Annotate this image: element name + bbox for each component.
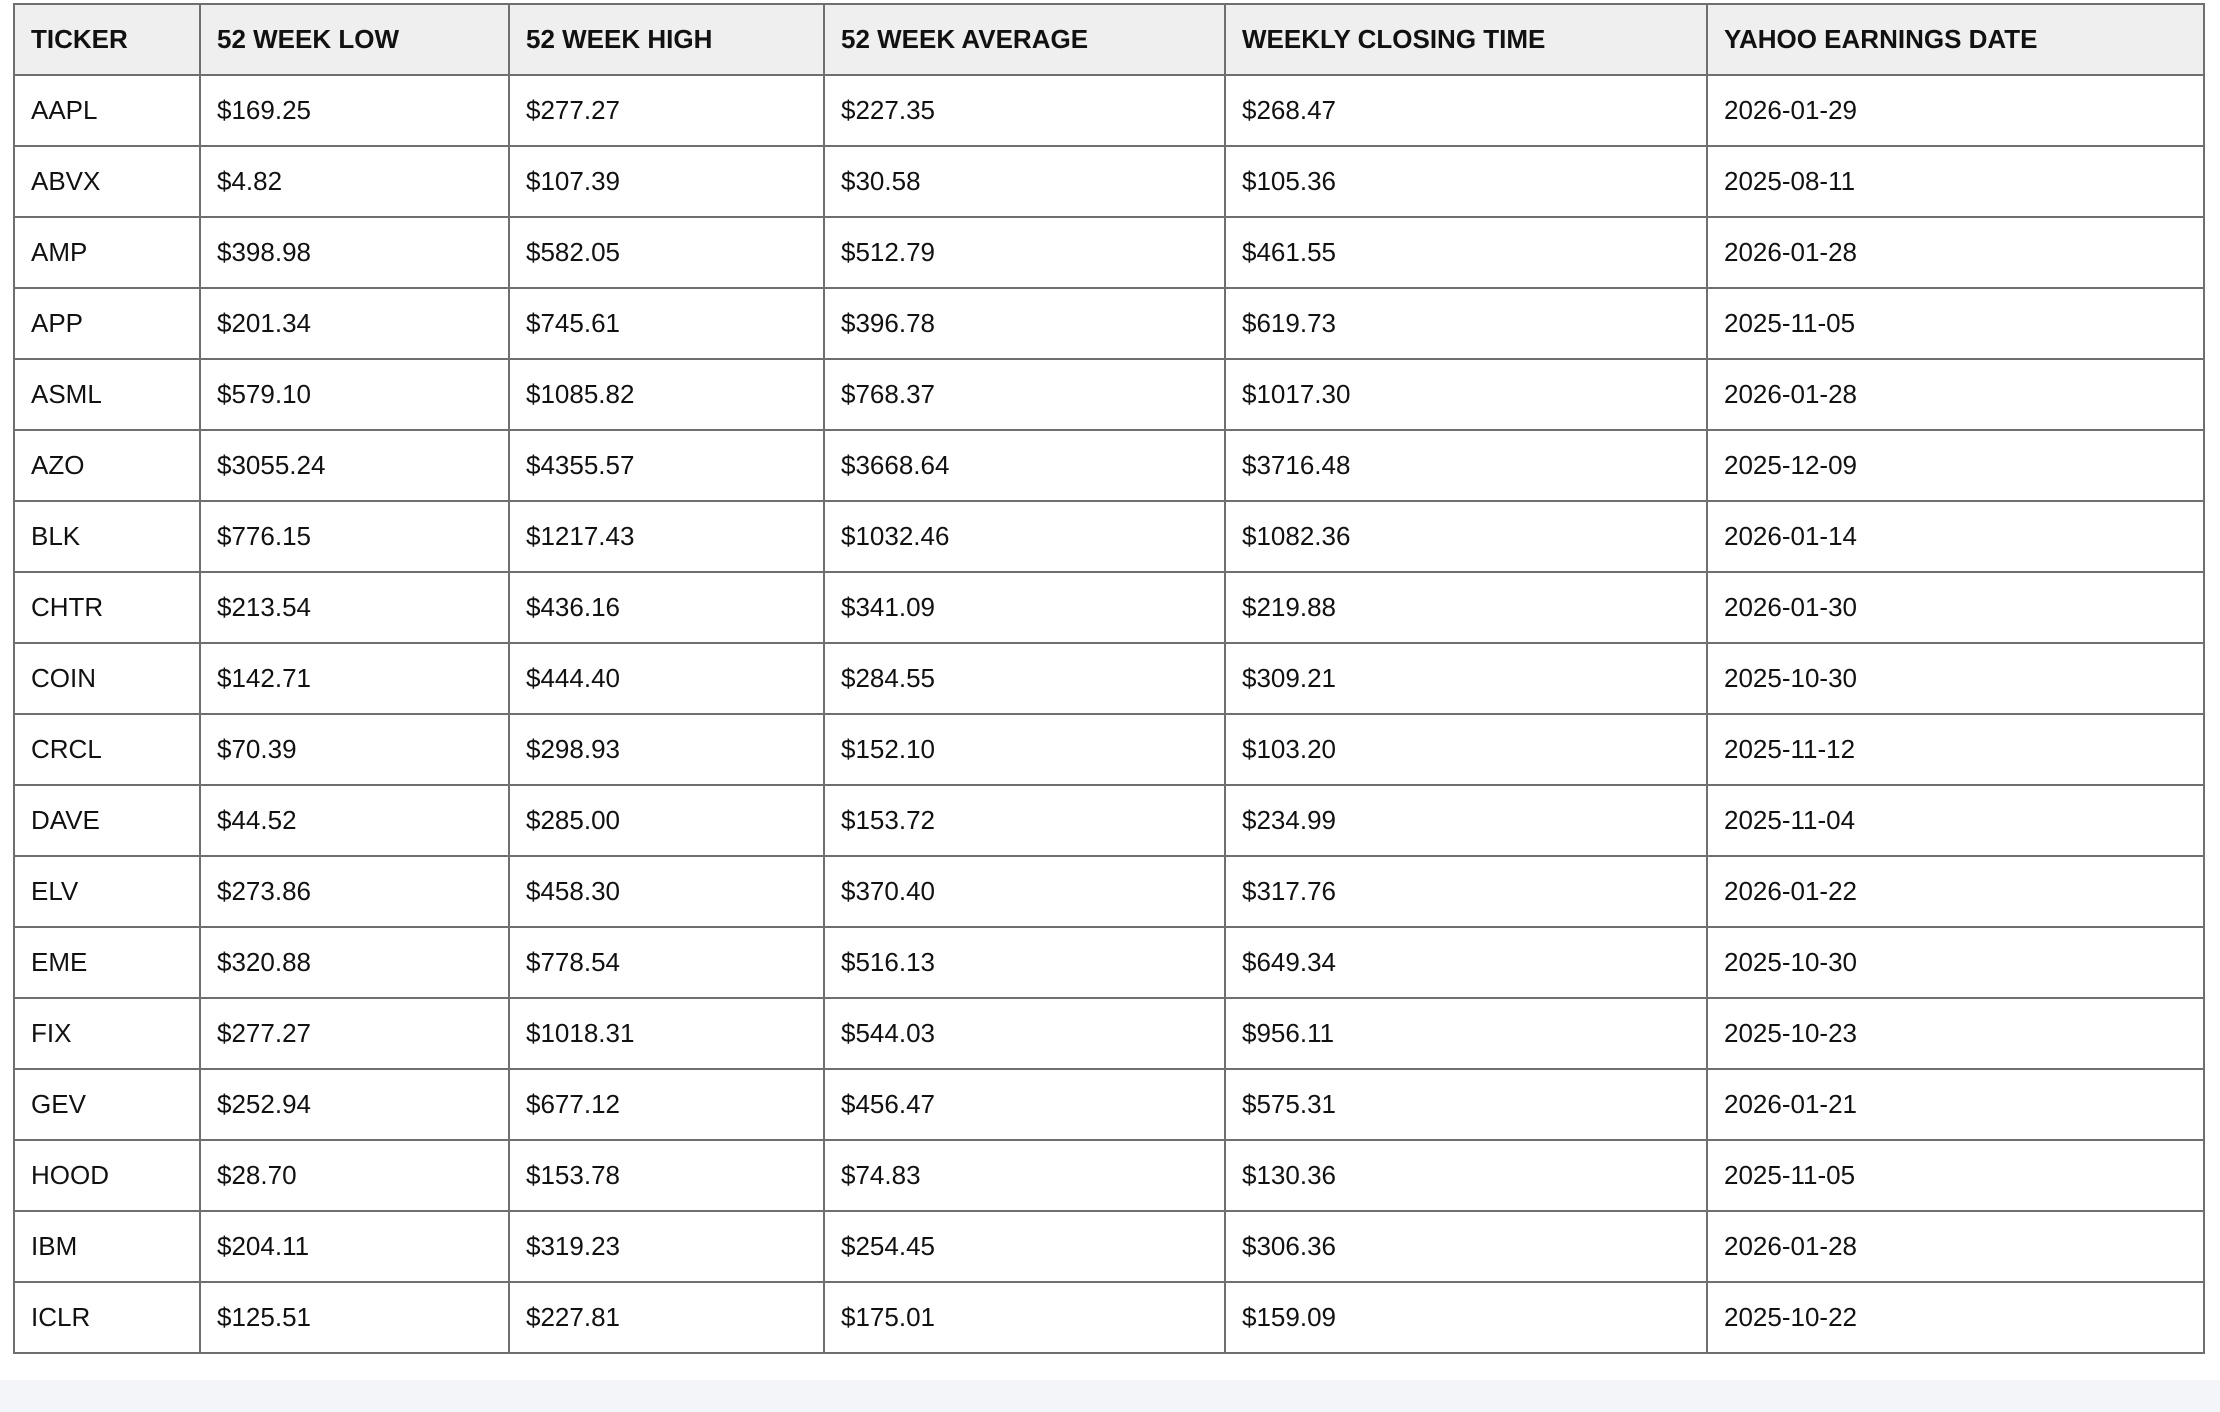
table-row	[14, 927, 2204, 998]
table-row	[14, 1069, 2204, 1140]
cell-52-week-average: $74.83	[824, 1140, 1225, 1211]
cell-52-week-low: $579.10	[200, 359, 509, 430]
cell-weekly-closing-time: $105.36	[1225, 146, 1707, 217]
cell-weekly-closing-time: $306.36	[1225, 1211, 1707, 1282]
cell-yahoo-earnings-date: 2025-11-04	[1707, 785, 2204, 856]
cell-52-week-high: $298.93	[509, 714, 824, 785]
cell-weekly-closing-time: $268.47	[1225, 75, 1707, 146]
cell-52-week-high: $582.05	[509, 217, 824, 288]
cell-52-week-average: $175.01	[824, 1282, 1225, 1353]
cell-weekly-closing-time: $159.09	[1225, 1282, 1707, 1353]
cell-ticker: ELV	[14, 856, 200, 927]
table-row	[14, 998, 2204, 1069]
cell-52-week-low: $398.98	[200, 217, 509, 288]
table-row	[14, 643, 2204, 714]
cell-52-week-average: $396.78	[824, 288, 1225, 359]
cell-52-week-average: $370.40	[824, 856, 1225, 927]
table-row	[14, 501, 2204, 572]
cell-yahoo-earnings-date: 2025-11-05	[1707, 288, 2204, 359]
cell-52-week-high: $153.78	[509, 1140, 824, 1211]
cell-52-week-low: $70.39	[200, 714, 509, 785]
cell-weekly-closing-time: $619.73	[1225, 288, 1707, 359]
cell-ticker: ASML	[14, 359, 200, 430]
cell-yahoo-earnings-date: 2026-01-28	[1707, 359, 2204, 430]
table-row	[14, 1211, 2204, 1282]
cell-yahoo-earnings-date: 2026-01-14	[1707, 501, 2204, 572]
cell-52-week-low: $204.11	[200, 1211, 509, 1282]
cell-52-week-low: $776.15	[200, 501, 509, 572]
cell-ticker: COIN	[14, 643, 200, 714]
column-header-52-week-low[interactable]: 52 WEEK LOW	[200, 4, 509, 75]
cell-52-week-high: $1217.43	[509, 501, 824, 572]
cell-52-week-average: $153.72	[824, 785, 1225, 856]
cell-52-week-low: $201.34	[200, 288, 509, 359]
cell-52-week-low: $4.82	[200, 146, 509, 217]
table-row	[14, 146, 2204, 217]
cell-weekly-closing-time: $219.88	[1225, 572, 1707, 643]
cell-52-week-low: $320.88	[200, 927, 509, 998]
table-row	[14, 1140, 2204, 1211]
cell-52-week-average: $3668.64	[824, 430, 1225, 501]
cell-ticker: CHTR	[14, 572, 200, 643]
cell-52-week-high: $436.16	[509, 572, 824, 643]
cell-weekly-closing-time: $103.20	[1225, 714, 1707, 785]
cell-yahoo-earnings-date: 2026-01-30	[1707, 572, 2204, 643]
cell-ticker: CRCL	[14, 714, 200, 785]
cell-52-week-average: $1032.46	[824, 501, 1225, 572]
cell-ticker: ICLR	[14, 1282, 200, 1353]
cell-52-week-average: $516.13	[824, 927, 1225, 998]
cell-52-week-low: $142.71	[200, 643, 509, 714]
table-row	[14, 714, 2204, 785]
cell-52-week-low: $3055.24	[200, 430, 509, 501]
cell-weekly-closing-time: $1082.36	[1225, 501, 1707, 572]
cell-weekly-closing-time: $309.21	[1225, 643, 1707, 714]
table-row	[14, 217, 2204, 288]
cell-52-week-average: $456.47	[824, 1069, 1225, 1140]
cell-ticker: EME	[14, 927, 200, 998]
cell-yahoo-earnings-date: 2026-01-28	[1707, 1211, 2204, 1282]
cell-52-week-average: $544.03	[824, 998, 1225, 1069]
cell-52-week-high: $107.39	[509, 146, 824, 217]
cell-yahoo-earnings-date: 2026-01-28	[1707, 217, 2204, 288]
cell-52-week-low: $252.94	[200, 1069, 509, 1140]
cell-52-week-average: $512.79	[824, 217, 1225, 288]
cell-52-week-high: $677.12	[509, 1069, 824, 1140]
table-row	[14, 1282, 2204, 1353]
cell-52-week-high: $277.27	[509, 75, 824, 146]
cell-52-week-average: $152.10	[824, 714, 1225, 785]
cell-52-week-average: $254.45	[824, 1211, 1225, 1282]
table-row	[14, 430, 2204, 501]
cell-52-week-low: $44.52	[200, 785, 509, 856]
cell-52-week-average: $227.35	[824, 75, 1225, 146]
cell-yahoo-earnings-date: 2025-11-12	[1707, 714, 2204, 785]
cell-ticker: GEV	[14, 1069, 200, 1140]
cell-ticker: HOOD	[14, 1140, 200, 1211]
cell-52-week-high: $745.61	[509, 288, 824, 359]
cell-yahoo-earnings-date: 2026-01-21	[1707, 1069, 2204, 1140]
cell-yahoo-earnings-date: 2025-08-11	[1707, 146, 2204, 217]
cell-52-week-low: $125.51	[200, 1282, 509, 1353]
cell-yahoo-earnings-date: 2025-11-05	[1707, 1140, 2204, 1211]
cell-ticker: AZO	[14, 430, 200, 501]
cell-52-week-average: $768.37	[824, 359, 1225, 430]
cell-ticker: APP	[14, 288, 200, 359]
table-row	[14, 75, 2204, 146]
cell-ticker: ABVX	[14, 146, 200, 217]
cell-ticker: AMP	[14, 217, 200, 288]
cell-weekly-closing-time: $1017.30	[1225, 359, 1707, 430]
cell-52-week-low: $213.54	[200, 572, 509, 643]
cell-52-week-high: $227.81	[509, 1282, 824, 1353]
cell-52-week-low: $28.70	[200, 1140, 509, 1211]
cell-weekly-closing-time: $649.34	[1225, 927, 1707, 998]
column-header-52-week-high[interactable]: 52 WEEK HIGH	[509, 4, 824, 75]
cell-ticker: IBM	[14, 1211, 200, 1282]
cell-ticker: DAVE	[14, 785, 200, 856]
cell-ticker: BLK	[14, 501, 200, 572]
cell-weekly-closing-time: $317.76	[1225, 856, 1707, 927]
column-header-ticker[interactable]: TICKER	[14, 4, 200, 75]
column-header-52-week-average[interactable]: 52 WEEK AVERAGE	[824, 4, 1225, 75]
cell-52-week-average: $341.09	[824, 572, 1225, 643]
cell-yahoo-earnings-date: 2026-01-22	[1707, 856, 2204, 927]
cell-ticker: FIX	[14, 998, 200, 1069]
cell-52-week-low: $273.86	[200, 856, 509, 927]
cell-yahoo-earnings-date: 2026-01-29	[1707, 75, 2204, 146]
cell-yahoo-earnings-date: 2025-10-22	[1707, 1282, 2204, 1353]
cell-ticker: AAPL	[14, 75, 200, 146]
cell-52-week-average: $30.58	[824, 146, 1225, 217]
cell-52-week-high: $458.30	[509, 856, 824, 927]
cell-52-week-average: $284.55	[824, 643, 1225, 714]
cell-weekly-closing-time: $461.55	[1225, 217, 1707, 288]
cell-yahoo-earnings-date: 2025-10-30	[1707, 927, 2204, 998]
cell-52-week-low: $169.25	[200, 75, 509, 146]
cell-52-week-high: $4355.57	[509, 430, 824, 501]
cell-weekly-closing-time: $130.36	[1225, 1140, 1707, 1211]
cell-weekly-closing-time: $956.11	[1225, 998, 1707, 1069]
cell-52-week-low: $277.27	[200, 998, 509, 1069]
table-body	[14, 75, 2204, 1353]
cell-52-week-high: $778.54	[509, 927, 824, 998]
cell-52-week-high: $1018.31	[509, 998, 824, 1069]
table-row	[14, 785, 2204, 856]
cell-weekly-closing-time: $234.99	[1225, 785, 1707, 856]
table-header	[14, 4, 2204, 75]
cell-yahoo-earnings-date: 2025-10-23	[1707, 998, 2204, 1069]
header-row	[14, 4, 2204, 75]
cell-yahoo-earnings-date: 2025-10-30	[1707, 643, 2204, 714]
column-header-weekly-closing-time[interactable]: WEEKLY CLOSING TIME	[1225, 4, 1707, 75]
cell-yahoo-earnings-date: 2025-12-09	[1707, 430, 2204, 501]
cell-weekly-closing-time: $575.31	[1225, 1069, 1707, 1140]
cell-52-week-high: $1085.82	[509, 359, 824, 430]
cell-52-week-high: $285.00	[509, 785, 824, 856]
bottom-background-strip	[0, 1380, 2220, 1412]
table-row	[14, 288, 2204, 359]
table-row	[14, 856, 2204, 927]
column-header-yahoo-earnings-date[interactable]: YAHOO EARNINGS DATE	[1707, 4, 2204, 75]
table-row	[14, 359, 2204, 430]
cell-52-week-high: $444.40	[509, 643, 824, 714]
table-row	[14, 572, 2204, 643]
cell-52-week-high: $319.23	[509, 1211, 824, 1282]
cell-weekly-closing-time: $3716.48	[1225, 430, 1707, 501]
stock-table	[13, 3, 2205, 1354]
